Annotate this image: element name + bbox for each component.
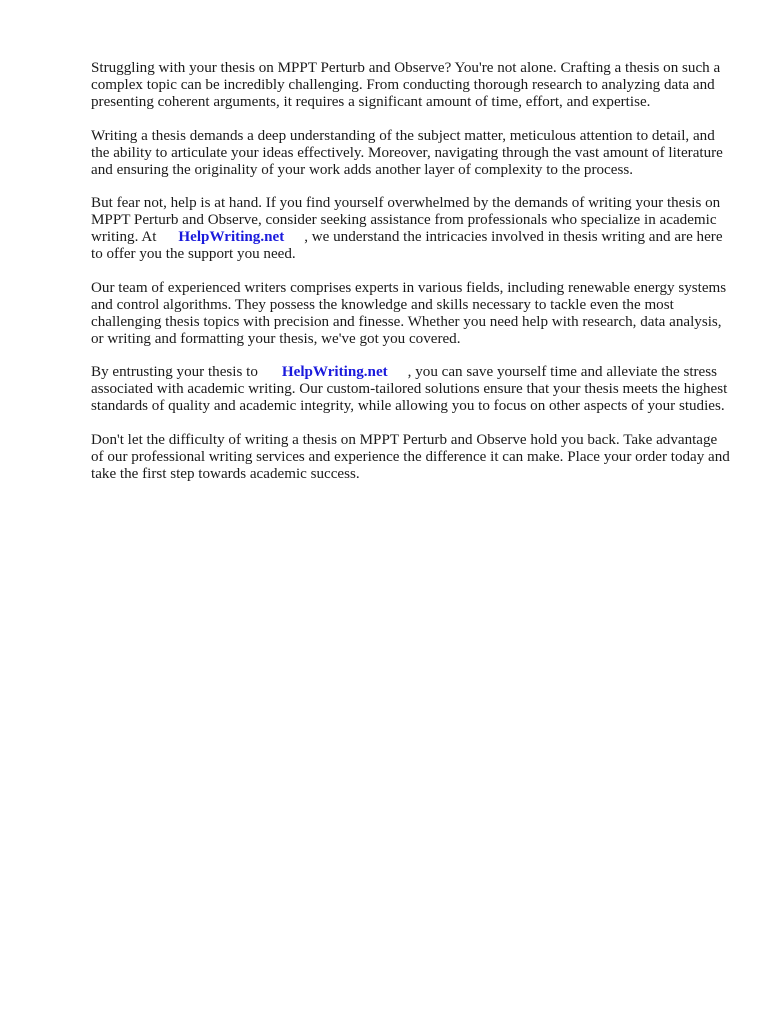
paragraph-entrust-before: By entrusting your thesis to [91,364,258,380]
paragraph-team-text: Our team of experienced writers comprises experts in various fields, including renewable energy systems and control algorithms. They possess the knowledge and skills necessary to tackle even the most challenging thesis topics with precision and finesse. Whether you need help with research, data analysis, or writing and formatting your thesis, we've got you covered. [91,279,727,347]
paragraph-intro [91,60,731,111]
paragraph-team [91,280,731,348]
paragraph-intro-text: Struggling with your thesis on MPPT Perturb and Observe? You're not alone. Crafting a thesis on such a complex topic can be incredibly challenging. From conducting thorough research to analyzing data and presenting coherent arguments, it requires a significant amount of time, effort, and expertise. [91,60,721,110]
paragraph-entrust-after: , you can save yourself time and alleviate the stress associated with academic writing. Our custom-tailored solutions ensure that your thesis meets the highest standards of quality and academic integrity, while allowing you to focus on other aspects of your studies. [91,364,728,414]
paragraph-help [91,195,731,263]
document-page [91,60,731,499]
paragraph-entrust [91,364,731,415]
helpwriting-link-2[interactable]: HelpWriting.net [281,364,388,380]
paragraph-closing-text: Don't let the difficulty of writing a thesis on MPPT Perturb and Observe hold you back. Take advantage of our professional writing services and experience the difference it can make. Place your order today and take the first step towards academic success. [91,431,730,482]
helpwriting-link-1[interactable]: HelpWriting.net [178,229,285,245]
paragraph-demands [91,128,731,179]
paragraph-help-after: , we understand the intricacies involved in thesis writing and are here to offer you the support you need. [91,229,723,262]
paragraph-demands-text: Writing a thesis demands a deep understanding of the subject matter, meticulous attention to detail, and the ability to articulate your ideas effectively. Moreover, navigating through the vast amount of literature and ensuring the originality of your work adds another layer of complexity to the process. [91,127,723,178]
paragraph-closing [91,432,731,483]
paragraph-help-before: But fear not, help is at hand. If you find yourself overwhelmed by the demands of writing your thesis on MPPT Perturb and Observe, consider seeking assistance from professionals who specialize in academic writing. At [91,195,721,245]
